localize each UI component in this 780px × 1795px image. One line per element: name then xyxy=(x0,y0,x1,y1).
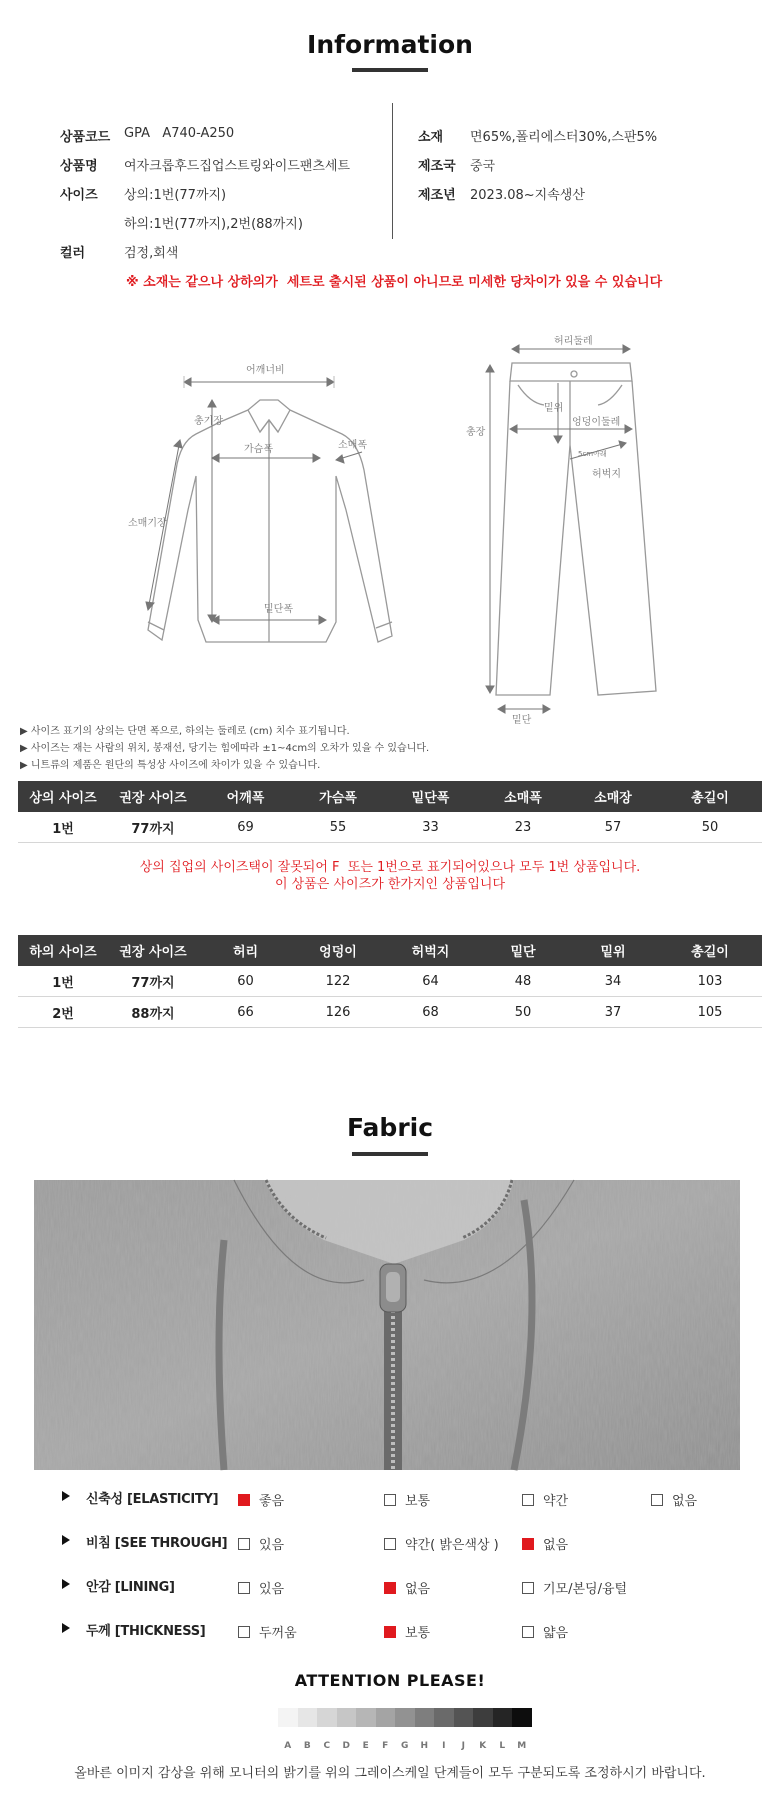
fabric-option[interactable]: 약간( 밝은색상 ) xyxy=(384,1534,499,1550)
fabric-label: 비침 [SEE THROUGH] xyxy=(86,1536,228,1551)
grayscale-letter: K xyxy=(479,1741,487,1751)
grayscale-step xyxy=(434,1708,454,1727)
fabric-option[interactable]: 기모/본딩/융털 xyxy=(522,1578,627,1594)
label-sleeve-length: 소매기장 xyxy=(128,518,167,529)
table-cell: 1번 xyxy=(18,812,108,843)
note-line-2: ▶ 사이즈는 재는 사람의 위치, 봉재선, 당기는 힘에따라 ±1~4cm의 오차가 있을 수 있습니다. xyxy=(20,743,430,754)
info-value-code: GPA A740-A250 xyxy=(124,126,235,141)
note-line-3: ▶ 니트류의 제품은 원단의 특성상 사이즈에 차이가 있을 수 있습니다. xyxy=(20,760,321,771)
table-cell: 57 xyxy=(568,812,658,843)
table-cell: 34 xyxy=(568,966,658,997)
grayscale-letter: L xyxy=(499,1741,506,1751)
header-cell: 권장 사이즈 xyxy=(108,781,198,812)
fabric-option[interactable]: 있음 xyxy=(238,1534,284,1550)
fabric-label: 안감 [LINING] xyxy=(86,1580,175,1595)
fabric-label: 두께 [THICKNESS] xyxy=(86,1624,206,1639)
header-cell: 가슴폭 xyxy=(293,781,383,812)
header-cell: 소매장 xyxy=(568,781,658,812)
checkbox-icon[interactable] xyxy=(522,1626,534,1638)
grayscale-letter: C xyxy=(323,1741,331,1751)
table-cell: 50 xyxy=(658,812,762,843)
checkbox-checked-icon[interactable] xyxy=(384,1582,396,1594)
table-cell: 66 xyxy=(198,997,293,1028)
checkbox-checked-icon[interactable] xyxy=(238,1494,250,1506)
header-cell: 엉덩이 xyxy=(293,935,383,966)
fabric-option[interactable]: 약간 xyxy=(522,1490,568,1506)
info-label-size: 사이즈 xyxy=(60,188,98,203)
grayscale-letter: J xyxy=(461,1741,465,1751)
note-line-1: ▶ 사이즈 표기의 상의는 단면 폭으로, 하의는 둘레로 (cm) 치수 표기됩니다. xyxy=(20,726,350,737)
header-cell: 허리 xyxy=(198,935,293,966)
fabric-option[interactable]: 좋음 xyxy=(238,1490,284,1506)
table-cell: 103 xyxy=(658,966,762,997)
checkbox-checked-icon[interactable] xyxy=(384,1626,396,1638)
label-hem: 밑단폭 xyxy=(264,604,293,615)
bottom-size-table xyxy=(18,935,762,1028)
table-cell: 77까지 xyxy=(108,812,198,843)
fabric-option[interactable]: 없음 xyxy=(384,1578,430,1594)
table-cell: 105 xyxy=(658,997,762,1028)
grayscale-step xyxy=(278,1708,298,1727)
info-value-size-bottom: 하의:1번(77까지),2번(88까지) xyxy=(124,217,303,232)
fabric-option[interactable]: 얇음 xyxy=(522,1622,568,1638)
label-waist: 허리둘레 xyxy=(554,336,593,347)
grayscale-letter: G xyxy=(401,1741,409,1751)
table-cell: 68 xyxy=(383,997,478,1028)
header-cell: 총길이 xyxy=(658,935,762,966)
grayscale-letter: F xyxy=(382,1741,389,1751)
grayscale-letter: H xyxy=(420,1741,429,1751)
info-value-material: 면65%,폴리에스터30%,스판5% xyxy=(470,130,658,145)
fabric-label: 신축성 [ELASTICITY] xyxy=(86,1492,219,1507)
checkbox-icon[interactable] xyxy=(522,1494,534,1506)
table-row xyxy=(18,812,762,843)
attention-title: ATTENTION PLEASE! xyxy=(294,1671,486,1690)
top-table-note-2: 이 상품은 사이즈가 한가지인 상품입니다 xyxy=(274,877,505,892)
top-size-diagram xyxy=(128,360,400,660)
fabric-row-thickness xyxy=(60,1620,760,1640)
label-thigh: 허벅지 xyxy=(592,469,621,480)
fabric-option[interactable]: 없음 xyxy=(651,1490,697,1506)
table-cell: 60 xyxy=(198,966,293,997)
table-cell: 50 xyxy=(478,997,568,1028)
header-cell: 권장 사이즈 xyxy=(108,935,198,966)
label-sleeve-width: 소매폭 xyxy=(338,440,367,451)
table-cell: 88까지 xyxy=(108,997,198,1028)
table-cell: 69 xyxy=(198,812,293,843)
fabric-row-see-through xyxy=(60,1532,760,1552)
grayscale-letter: I xyxy=(442,1741,446,1751)
header-cell: 하의 사이즈 xyxy=(18,935,108,966)
bottom-table-header xyxy=(18,935,762,966)
top-table-note-1: 상의 집업의 사이즈택이 잘못되어 F 또는 1번으로 표기되어있으나 모두 1번 상품입니다. xyxy=(139,860,641,875)
label-chest: 가슴폭 xyxy=(244,444,273,455)
info-value-country: 중국 xyxy=(470,159,496,174)
grayscale-letter: E xyxy=(362,1741,369,1751)
checkbox-icon[interactable] xyxy=(651,1494,663,1506)
grayscale-letter: B xyxy=(303,1741,311,1751)
table-cell: 1번 xyxy=(18,966,108,997)
checkbox-icon[interactable] xyxy=(384,1538,396,1550)
checkbox-icon[interactable] xyxy=(384,1494,396,1506)
grayscale-step xyxy=(454,1708,474,1727)
fabric-row-lining xyxy=(60,1576,760,1596)
top-table-header xyxy=(18,781,762,812)
table-cell: 122 xyxy=(293,966,383,997)
fabric-title-underline xyxy=(352,1152,428,1156)
grayscale-step xyxy=(395,1708,415,1727)
header-cell: 밑단 xyxy=(478,935,568,966)
fabric-option[interactable]: 보통 xyxy=(384,1490,430,1506)
info-value-name: 여자크롭후드집업스트링와이드팬츠세트 xyxy=(124,159,351,174)
checkbox-icon[interactable] xyxy=(522,1582,534,1594)
checkbox-icon[interactable] xyxy=(238,1626,250,1638)
table-cell: 23 xyxy=(478,812,568,843)
grayscale-step xyxy=(473,1708,493,1727)
label-rise: 밑위 xyxy=(544,403,564,414)
label-shoulder: 어깨너비 xyxy=(246,365,285,376)
grayscale-step xyxy=(512,1708,532,1727)
arrow-right-icon xyxy=(62,1579,70,1589)
table-cell: 126 xyxy=(293,997,383,1028)
info-label-color: 컬러 xyxy=(60,246,86,261)
grayscale-step xyxy=(298,1708,318,1727)
fabric-row-elasticity xyxy=(60,1488,760,1508)
info-label-material: 소재 xyxy=(418,130,444,145)
label-pants-hem: 밑단 xyxy=(512,715,532,726)
checkbox-icon[interactable] xyxy=(238,1538,250,1550)
header-cell: 밑단폭 xyxy=(383,781,478,812)
table-cell: 2번 xyxy=(18,997,108,1028)
info-label-code: 상품코드 xyxy=(60,130,111,145)
arrow-right-icon xyxy=(62,1491,70,1501)
label-hip: 엉덩이둘레 xyxy=(572,417,621,428)
header-cell: 어깨폭 xyxy=(198,781,293,812)
gray-hoodie-fabric-photo xyxy=(34,1180,740,1470)
fabric-option[interactable]: 없음 xyxy=(522,1534,568,1550)
label-pants-total: 총장 xyxy=(466,427,486,438)
fabric-title: Fabric xyxy=(346,1113,434,1142)
size-notes xyxy=(20,722,760,773)
grayscale-step xyxy=(337,1708,357,1727)
table-cell: 77까지 xyxy=(108,966,198,997)
grayscale-step xyxy=(376,1708,396,1727)
title-underline xyxy=(352,68,428,72)
label-offset: 5cm아래 xyxy=(578,450,607,458)
grayscale-letter: A xyxy=(284,1741,292,1751)
grayscale-step xyxy=(317,1708,337,1727)
header-cell: 소매폭 xyxy=(478,781,568,812)
info-value-color: 검정,회색 xyxy=(124,246,179,261)
info-label-name: 상품명 xyxy=(60,159,98,174)
top-size-table xyxy=(18,781,762,843)
header-cell: 밑위 xyxy=(568,935,658,966)
checkbox-checked-icon[interactable] xyxy=(522,1538,534,1550)
table-cell: 33 xyxy=(383,812,478,843)
checkbox-icon[interactable] xyxy=(238,1582,250,1594)
header-cell: 상의 사이즈 xyxy=(18,781,108,812)
grayscale-step xyxy=(415,1708,435,1727)
table-row xyxy=(18,966,762,997)
table-cell: 64 xyxy=(383,966,478,997)
grayscale-letter: D xyxy=(342,1741,350,1751)
grayscale-letters xyxy=(278,1733,532,1751)
info-label-country: 제조국 xyxy=(418,159,456,174)
information-title: Information xyxy=(307,30,473,59)
fabric-option[interactable]: 있음 xyxy=(238,1578,284,1594)
info-value-year: 2023.08~지속생산 xyxy=(470,188,585,203)
fabric-option[interactable]: 보통 xyxy=(384,1622,430,1638)
table-row xyxy=(18,997,762,1028)
table-cell: 55 xyxy=(293,812,383,843)
monitor-brightness-note: 올바른 이미지 감상을 위해 모니터의 밝기를 위의 그레이스케일 단계들이 모두 구분되도록 조정하시기 바랍니다. xyxy=(74,1766,706,1781)
grayscale-step xyxy=(356,1708,376,1727)
arrow-right-icon xyxy=(62,1535,70,1545)
header-cell: 총길이 xyxy=(658,781,762,812)
grayscale-step xyxy=(493,1708,513,1727)
grayscale-letter: M xyxy=(517,1741,527,1751)
grayscale-bar xyxy=(278,1708,532,1727)
fabric-option[interactable]: 두꺼움 xyxy=(238,1622,297,1638)
info-label-year: 제조년 xyxy=(418,188,456,203)
table-cell: 48 xyxy=(478,966,568,997)
pants-size-diagram xyxy=(460,335,660,725)
info-value-size-top: 상의:1번(77까지) xyxy=(124,188,227,203)
label-total-length: 총기장 xyxy=(194,416,223,427)
header-cell: 허벅지 xyxy=(383,935,478,966)
info-divider xyxy=(392,103,393,239)
material-warning: ※ 소재는 같으나 상하의가 세트로 출시된 상품이 아니므로 미세한 당차이가 있을 수 있습니다 xyxy=(126,275,663,290)
arrow-right-icon xyxy=(62,1623,70,1633)
table-cell: 37 xyxy=(568,997,658,1028)
